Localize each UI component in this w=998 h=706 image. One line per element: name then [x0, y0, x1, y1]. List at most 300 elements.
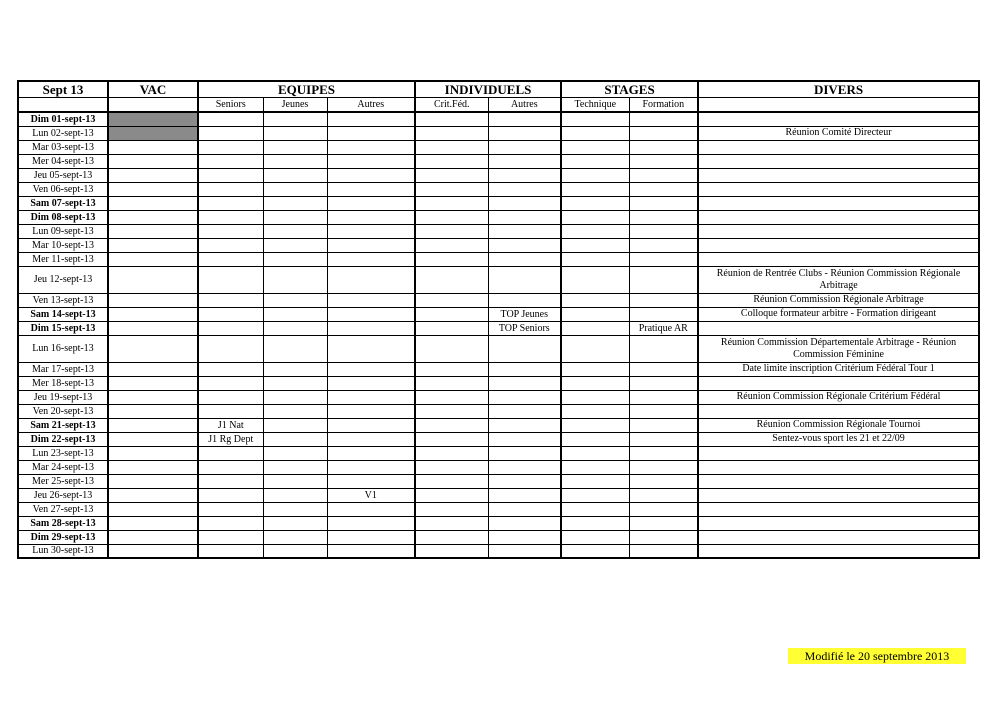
autres-individuels-cell	[488, 238, 561, 252]
table-row	[18, 210, 979, 224]
formation-cell: Pratique AR	[629, 321, 698, 335]
technique-cell	[561, 126, 629, 140]
formation-cell	[629, 293, 698, 307]
day-cell: Sam 21-sept-13	[18, 418, 108, 432]
vac-cell	[108, 446, 198, 460]
formation-cell	[629, 432, 698, 446]
table-row	[18, 418, 979, 432]
table-row	[18, 544, 979, 558]
table-row	[18, 404, 979, 418]
jeunes-cell	[263, 293, 327, 307]
formation-cell	[629, 154, 698, 168]
crit-fed-cell	[415, 210, 488, 224]
table-row	[18, 126, 979, 140]
crit-fed-cell	[415, 238, 488, 252]
table-row	[18, 460, 979, 474]
autres-individuels-cell	[488, 432, 561, 446]
jeunes-cell	[263, 224, 327, 238]
seniors-cell	[198, 502, 263, 516]
autres-individuels-cell	[488, 154, 561, 168]
seniors-cell	[198, 224, 263, 238]
vac-cell	[108, 404, 198, 418]
technique-cell	[561, 530, 629, 544]
autres-individuels-cell	[488, 252, 561, 266]
day-cell: Dim 01-sept-13	[18, 112, 108, 126]
autres-individuels-cell	[488, 530, 561, 544]
jeunes-cell	[263, 238, 327, 252]
technique-cell	[561, 293, 629, 307]
autres-equipes-cell	[327, 432, 415, 446]
divers-cell: Colloque formateur arbitre - Formation dirigeant	[698, 307, 979, 321]
formation-cell	[629, 390, 698, 404]
vac-subheader	[108, 98, 198, 113]
vac-cell	[108, 112, 198, 126]
vac-cell	[108, 182, 198, 196]
technique-cell	[561, 266, 629, 293]
autres-individuels-cell	[488, 112, 561, 126]
seniors-cell	[198, 293, 263, 307]
technique-cell	[561, 112, 629, 126]
crit-fed-cell	[415, 404, 488, 418]
divers-cell	[698, 404, 979, 418]
jeunes-cell	[263, 182, 327, 196]
month-header: Sept 13	[18, 81, 108, 98]
divers-cell	[698, 446, 979, 460]
vac-cell	[108, 432, 198, 446]
technique-cell	[561, 516, 629, 530]
formation-cell	[629, 446, 698, 460]
crit-fed-cell	[415, 418, 488, 432]
individuels-header: INDIVIDUELS	[415, 81, 561, 98]
seniors-cell	[198, 376, 263, 390]
table-row	[18, 321, 979, 335]
seniors-cell	[198, 488, 263, 502]
divers-cell: Réunion Commission Régionale Critérium Fédéral	[698, 390, 979, 404]
jeunes-cell	[263, 307, 327, 321]
month-subheader	[18, 98, 108, 113]
table-row	[18, 502, 979, 516]
autres-individuels-cell	[488, 140, 561, 154]
table-row	[18, 516, 979, 530]
technique-cell	[561, 321, 629, 335]
seniors-cell	[198, 140, 263, 154]
table-row	[18, 293, 979, 307]
vac-cell	[108, 126, 198, 140]
divers-cell	[698, 321, 979, 335]
table-row	[18, 266, 979, 293]
divers-cell	[698, 252, 979, 266]
autres-equipes-cell	[327, 502, 415, 516]
autres-equipes-cell	[327, 390, 415, 404]
autres-equipes-cell	[327, 376, 415, 390]
vac-cell	[108, 252, 198, 266]
autres-equipes-cell	[327, 266, 415, 293]
formation-cell	[629, 224, 698, 238]
day-cell: Mar 24-sept-13	[18, 460, 108, 474]
crit-fed-cell	[415, 182, 488, 196]
day-cell: Dim 15-sept-13	[18, 321, 108, 335]
day-cell: Mar 17-sept-13	[18, 362, 108, 376]
seniors-cell	[198, 168, 263, 182]
technique-cell	[561, 238, 629, 252]
seniors-subheader: Seniors	[198, 98, 263, 113]
autres-equipes-cell	[327, 446, 415, 460]
table-row	[18, 335, 979, 362]
technique-cell	[561, 335, 629, 362]
divers-cell: Sentez-vous sport les 21 et 22/09	[698, 432, 979, 446]
vac-cell	[108, 140, 198, 154]
autres-individuels-cell	[488, 516, 561, 530]
table-row	[18, 140, 979, 154]
table-row	[18, 168, 979, 182]
jeunes-cell	[263, 530, 327, 544]
jeunes-cell	[263, 112, 327, 126]
autres-equipes-cell	[327, 321, 415, 335]
autres-individuels-cell	[488, 502, 561, 516]
vac-cell	[108, 460, 198, 474]
jeunes-cell	[263, 404, 327, 418]
day-cell: Lun 30-sept-13	[18, 544, 108, 558]
technique-cell	[561, 307, 629, 321]
table-row	[18, 154, 979, 168]
day-cell: Dim 22-sept-13	[18, 432, 108, 446]
seniors-cell	[198, 307, 263, 321]
technique-cell	[561, 474, 629, 488]
crit-fed-cell	[415, 376, 488, 390]
autres-equipes-cell	[327, 154, 415, 168]
autres-individuels-cell	[488, 224, 561, 238]
seniors-cell	[198, 182, 263, 196]
divers-subheader	[698, 98, 979, 113]
technique-cell	[561, 432, 629, 446]
formation-cell	[629, 460, 698, 474]
autres-equipes-cell	[327, 544, 415, 558]
autres-individuels-cell	[488, 404, 561, 418]
vac-cell	[108, 390, 198, 404]
jeunes-cell	[263, 432, 327, 446]
divers-cell	[698, 168, 979, 182]
jeunes-cell	[263, 210, 327, 224]
autres-individuels-cell	[488, 266, 561, 293]
technique-cell	[561, 210, 629, 224]
crit-fed-cell	[415, 335, 488, 362]
autres-individuels-cell	[488, 418, 561, 432]
vac-cell	[108, 154, 198, 168]
seniors-cell	[198, 112, 263, 126]
autres-individuels-cell	[488, 196, 561, 210]
seniors-cell	[198, 266, 263, 293]
autres-equipes-cell	[327, 168, 415, 182]
seniors-cell: J1 Rg Dept	[198, 432, 263, 446]
table-row	[18, 196, 979, 210]
jeunes-cell	[263, 488, 327, 502]
autres-individuels-cell	[488, 293, 561, 307]
autres-equipes-cell	[327, 210, 415, 224]
day-cell: Sam 07-sept-13	[18, 196, 108, 210]
calendar-body	[18, 112, 979, 558]
vac-cell	[108, 335, 198, 362]
formation-cell	[629, 474, 698, 488]
divers-cell	[698, 154, 979, 168]
autres-equipes-cell	[327, 126, 415, 140]
day-cell: Ven 27-sept-13	[18, 502, 108, 516]
formation-cell	[629, 112, 698, 126]
autres-individuels-cell	[488, 488, 561, 502]
crit-fed-cell	[415, 446, 488, 460]
autres-equipes-cell	[327, 460, 415, 474]
divers-cell: Réunion de Rentrée Clubs - Réunion Commission Régionale Arbitrage	[698, 266, 979, 293]
autres-individuels-cell	[488, 460, 561, 474]
day-cell: Mer 25-sept-13	[18, 474, 108, 488]
seniors-cell	[198, 446, 263, 460]
autres-equipes-cell	[327, 418, 415, 432]
divers-cell: Réunion Commission Départementale Arbitrage - Réunion Commission Féminine	[698, 335, 979, 362]
jeunes-cell	[263, 544, 327, 558]
jeunes-cell	[263, 321, 327, 335]
autres-equipes-cell	[327, 182, 415, 196]
day-cell: Sam 28-sept-13	[18, 516, 108, 530]
crit-fed-cell	[415, 321, 488, 335]
crit-fed-cell	[415, 432, 488, 446]
crit-fed-cell	[415, 530, 488, 544]
divers-cell: Réunion Comité Directeur	[698, 126, 979, 140]
jeunes-cell	[263, 376, 327, 390]
divers-cell	[698, 224, 979, 238]
seniors-cell: J1 Nat	[198, 418, 263, 432]
formation-cell	[629, 362, 698, 376]
divers-cell	[698, 140, 979, 154]
formation-cell	[629, 266, 698, 293]
jeunes-cell	[263, 196, 327, 210]
autres-individuels-cell: TOP Jeunes	[488, 307, 561, 321]
crit-fed-cell	[415, 488, 488, 502]
jeunes-cell	[263, 126, 327, 140]
formation-cell	[629, 140, 698, 154]
crit-fed-subheader: Crit.Féd.	[415, 98, 488, 113]
formation-cell	[629, 502, 698, 516]
autres-individuels-cell	[488, 474, 561, 488]
seniors-cell	[198, 362, 263, 376]
autres-individuels-cell	[488, 182, 561, 196]
technique-cell	[561, 502, 629, 516]
vac-cell	[108, 502, 198, 516]
vac-cell	[108, 293, 198, 307]
modified-date-label: Modifié le 20 septembre 2013	[788, 648, 966, 664]
formation-cell	[629, 126, 698, 140]
day-cell: Ven 20-sept-13	[18, 404, 108, 418]
table-row	[18, 530, 979, 544]
divers-cell: Date limite inscription Critérium Fédéral Tour 1	[698, 362, 979, 376]
crit-fed-cell	[415, 196, 488, 210]
day-cell: Mer 04-sept-13	[18, 154, 108, 168]
table-row	[18, 182, 979, 196]
header-row	[18, 81, 979, 98]
formation-cell	[629, 530, 698, 544]
seniors-cell	[198, 154, 263, 168]
crit-fed-cell	[415, 474, 488, 488]
autres-individuels-cell	[488, 335, 561, 362]
technique-subheader: Technique	[561, 98, 629, 113]
seniors-cell	[198, 252, 263, 266]
seniors-cell	[198, 321, 263, 335]
jeunes-cell	[263, 362, 327, 376]
table-row	[18, 307, 979, 321]
divers-cell	[698, 376, 979, 390]
day-cell: Jeu 19-sept-13	[18, 390, 108, 404]
seniors-cell	[198, 390, 263, 404]
formation-cell	[629, 168, 698, 182]
crit-fed-cell	[415, 140, 488, 154]
table-row	[18, 446, 979, 460]
day-cell: Mar 10-sept-13	[18, 238, 108, 252]
vac-cell	[108, 488, 198, 502]
crit-fed-cell	[415, 252, 488, 266]
table-row	[18, 238, 979, 252]
crit-fed-cell	[415, 154, 488, 168]
table-row	[18, 252, 979, 266]
day-cell: Lun 02-sept-13	[18, 126, 108, 140]
vac-cell	[108, 376, 198, 390]
autres-equipes-cell	[327, 252, 415, 266]
jeunes-cell	[263, 335, 327, 362]
divers-cell	[698, 238, 979, 252]
autres-equipes-cell	[327, 362, 415, 376]
jeunes-cell	[263, 154, 327, 168]
day-cell: Dim 08-sept-13	[18, 210, 108, 224]
table-row	[18, 390, 979, 404]
table-row	[18, 362, 979, 376]
seniors-cell	[198, 210, 263, 224]
technique-cell	[561, 196, 629, 210]
day-cell: Mer 11-sept-13	[18, 252, 108, 266]
day-cell: Sam 14-sept-13	[18, 307, 108, 321]
table-row	[18, 376, 979, 390]
autres-equipes-subheader: Autres	[327, 98, 415, 113]
day-cell: Jeu 12-sept-13	[18, 266, 108, 293]
divers-cell	[698, 516, 979, 530]
autres-individuels-cell	[488, 126, 561, 140]
divers-cell: Réunion Commission Régionale Arbitrage	[698, 293, 979, 307]
autres-individuels-cell	[488, 168, 561, 182]
jeunes-cell	[263, 266, 327, 293]
autres-equipes-cell: V1	[327, 488, 415, 502]
vac-cell	[108, 362, 198, 376]
crit-fed-cell	[415, 362, 488, 376]
autres-individuels-cell	[488, 390, 561, 404]
vac-header: VAC	[108, 81, 198, 98]
autres-equipes-cell	[327, 516, 415, 530]
autres-equipes-cell	[327, 307, 415, 321]
seniors-cell	[198, 530, 263, 544]
technique-cell	[561, 544, 629, 558]
technique-cell	[561, 488, 629, 502]
divers-cell	[698, 474, 979, 488]
vac-cell	[108, 544, 198, 558]
vac-cell	[108, 474, 198, 488]
seniors-cell	[198, 126, 263, 140]
seniors-cell	[198, 474, 263, 488]
divers-cell	[698, 196, 979, 210]
day-cell: Lun 16-sept-13	[18, 335, 108, 362]
autres-equipes-cell	[327, 404, 415, 418]
crit-fed-cell	[415, 224, 488, 238]
autres-equipes-cell	[327, 140, 415, 154]
formation-cell	[629, 182, 698, 196]
formation-cell	[629, 544, 698, 558]
divers-cell	[698, 112, 979, 126]
technique-cell	[561, 182, 629, 196]
jeunes-cell	[263, 474, 327, 488]
day-cell: Mar 03-sept-13	[18, 140, 108, 154]
autres-equipes-cell	[327, 112, 415, 126]
formation-cell	[629, 418, 698, 432]
formation-cell	[629, 376, 698, 390]
autres-individuels-cell	[488, 544, 561, 558]
crit-fed-cell	[415, 168, 488, 182]
divers-cell	[698, 460, 979, 474]
vac-cell	[108, 418, 198, 432]
vac-cell	[108, 224, 198, 238]
vac-cell	[108, 196, 198, 210]
divers-cell: Réunion Commission Régionale Tournoi	[698, 418, 979, 432]
autres-individuels-cell: TOP Seniors	[488, 321, 561, 335]
seniors-cell	[198, 335, 263, 362]
formation-cell	[629, 516, 698, 530]
formation-cell	[629, 488, 698, 502]
technique-cell	[561, 446, 629, 460]
crit-fed-cell	[415, 112, 488, 126]
formation-cell	[629, 335, 698, 362]
day-cell: Jeu 26-sept-13	[18, 488, 108, 502]
formation-cell	[629, 238, 698, 252]
vac-cell	[108, 266, 198, 293]
autres-individuels-cell	[488, 376, 561, 390]
vac-cell	[108, 530, 198, 544]
stages-header: STAGES	[561, 81, 698, 98]
technique-cell	[561, 140, 629, 154]
divers-cell	[698, 544, 979, 558]
technique-cell	[561, 362, 629, 376]
jeunes-subheader: Jeunes	[263, 98, 327, 113]
vac-cell	[108, 307, 198, 321]
autres-individuels-cell	[488, 446, 561, 460]
vac-cell	[108, 168, 198, 182]
autres-equipes-cell	[327, 474, 415, 488]
day-cell: Lun 23-sept-13	[18, 446, 108, 460]
autres-equipes-cell	[327, 530, 415, 544]
technique-cell	[561, 390, 629, 404]
formation-cell	[629, 404, 698, 418]
crit-fed-cell	[415, 307, 488, 321]
autres-individuels-subheader: Autres	[488, 98, 561, 113]
seniors-cell	[198, 544, 263, 558]
technique-cell	[561, 154, 629, 168]
autres-individuels-cell	[488, 362, 561, 376]
technique-cell	[561, 252, 629, 266]
divers-cell	[698, 488, 979, 502]
jeunes-cell	[263, 252, 327, 266]
seniors-cell	[198, 404, 263, 418]
table-row	[18, 474, 979, 488]
crit-fed-cell	[415, 544, 488, 558]
crit-fed-cell	[415, 126, 488, 140]
technique-cell	[561, 224, 629, 238]
technique-cell	[561, 168, 629, 182]
crit-fed-cell	[415, 460, 488, 474]
divers-cell	[698, 530, 979, 544]
technique-cell	[561, 418, 629, 432]
jeunes-cell	[263, 140, 327, 154]
